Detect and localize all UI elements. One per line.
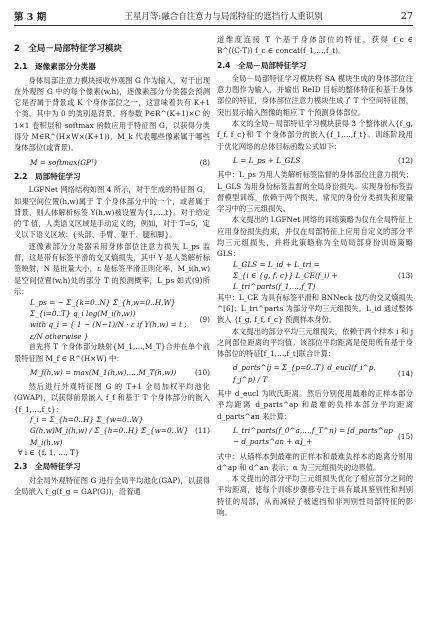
paragraph: 式中：从锚样本到最难的正样本和最难负样本的距离分别用 d^ap 和 d^an 表示；α 为三元组损失的边界值。 — [217, 451, 413, 472]
paragraph: 全局－局部特征学习模块将 SA 模块生成的身体部位注意力图作为输入，并输出 ReID 目标的整体特征和基于身体部位的特征，身体部位注意力模块生成了 T 个空间特征图，突出显示输入图像的相应 T 个预测身体部位。 — [217, 73, 413, 117]
paragraph: 本文的全局－局部特征学习模块获得 3 个整体嵌入{f_g, f_f, f_c}和 T 个身体部分的嵌入{f_1,…,f_t}。训练阶段用于优化网络的总体目标函数公式如下： — [217, 119, 413, 151]
equation-11 — [14, 415, 210, 447]
running-title: 王星月等:融合自注意力与局部特征的遮挡行人重识别 — [124, 12, 323, 22]
equation-body: f_i = Σ_{h=0..H} Σ_{w=0..W} G(h,w)M_i(h,w) / Σ_{h=0..H} Σ_{w=0..W} M_i(h,w) — [30, 415, 189, 447]
equation-body: L_tri^parts(f_0^a,…,f_T^n) = [d_parts^ap − d_parts^an + α]_+ — [233, 425, 393, 447]
equation-number: (11) — [195, 426, 210, 436]
equation-number: (13) — [398, 270, 413, 280]
equation-number: (9) — [199, 314, 210, 324]
equation-8 — [14, 157, 210, 168]
paragraph: 本文提出的部分平均三元组损失，依赖于两个样本 i 和 j 之间部位距离的平均值。该部位平均距离是使用所有基于身体部位的特征[f_1,…,f_t]联合计算： — [217, 326, 413, 359]
equation-line: L_ps = − Σ_{k=0..N} Σ_{h,w=0..H,W} Σ_{i=0..T} q_i log(M_i(h,w)) — [30, 297, 176, 318]
paragraph: 其中：L_ps 为用人类解析标签监督的身体部位注意力损失；L_GLS 为用身份标签监督的全局身份损失。实现身份标签监督模型训练，依赖于两个损失，常见的身份分类损失和度量学习中的三元组损失。 — [217, 170, 413, 214]
subsection-2-2-title: 2.2 局部特征学习 — [14, 171, 81, 181]
equation-body: d_parts^ij = Σ_{p=0..T} d_eucl(f_i^p, f_j^p) / T — [233, 363, 376, 384]
left-column — [14, 34, 210, 497]
running-header — [14, 8, 413, 24]
equation-15 — [217, 425, 413, 448]
equation-13 — [217, 259, 413, 292]
section-title: 2 全局－局部特征学习模块 — [14, 44, 122, 54]
equation-condition: ∀ i ∈ {f, 1, …, T} — [18, 448, 80, 458]
equation-line: with q_i = { 1 − (N−1)/N · ε if Y(h,w) = t ; ε/N otherwise } — [30, 320, 187, 341]
equation-body: M_f(h,w) = max(M_1(h,w),…,M_T(h,w)) — [30, 367, 177, 377]
equation-14 — [217, 362, 413, 385]
paragraph: 其中 d_eucl 为欧氏距离。然后分别使用最难的正样本部分平均距离 d_parts^ap 和最难的负样本部分平均距离 d_parts^an 来计算： — [217, 389, 413, 421]
equation-line: L_GLS = L_id + L_tri = — [233, 259, 320, 269]
subsection-2-1-title: 2.1 逐像素部分分类器 — [14, 62, 96, 72]
header-rule — [14, 25, 413, 26]
paragraph: 本文提出的 LGFNet 网络的训练策略为仅在全局特征上应用身份损失约束，并仅在局部特征上应用自定义的部分平均三元组损失，并将此策略称为全局局部身份训练策略 GLS： — [217, 215, 413, 259]
equation-number: (14) — [398, 369, 413, 379]
subsection-2-3-title: 2.3 全局特征学习 — [14, 462, 81, 472]
paragraph: 首先将 T 个身体部分映射{M_1,…,M_T}合并在单个前景特征图 M_f ∈ R^(H×W) 中： — [14, 342, 210, 363]
equation-number: (12) — [398, 155, 413, 165]
equation-9 — [14, 297, 210, 341]
equation-number: (15) — [398, 431, 413, 441]
paragraph: 对全局外观特征图 G 进行全局平均池化(GAP)，以获得全局嵌入 f_g(f_g = GAP(G))，沿着通 — [14, 475, 210, 496]
page-number: 27 — [400, 10, 413, 22]
subsection-2-4-title: 2.4 全局－局部特征学习 — [217, 60, 307, 70]
paragraph: 道维度连接 T 个基于身体部位的特征，获得 f_c ∈ R^((C·T)) f_c ∈ concat(f_1,…,f_t)。 — [217, 35, 413, 56]
paragraph: 逐像素部分分类器采用身体部位注意力损失 L_ps 监督，这是带有标签平滑的交叉熵损失，其中 Y 是人类解析标签映射，N 是批量大小，ε 是标签平滑正则化率，M_i(h,w)是空间位置(w,h)处的部分 T 的预测概率，L_ps 如式(9)所示： — [14, 241, 210, 296]
equation-10 — [14, 367, 210, 378]
equation-number: (8) — [199, 157, 210, 167]
equation-number: (10) — [195, 367, 210, 377]
paragraph: LGFNet 网络结构如图 4 所示，对于生成的特征图 G，如果空间位置(h,w)属于 T 个身体部分中的一个，或者属于背景，则人体解析标签 Y(h,w)被设置为{1,…,t}。对于给定的 T 值，人类语义区域是手动定义的，例如，对于 T=5，定义以下语义区域：{头部、手臂、躯干、腿和脚}。 — [14, 185, 210, 240]
paragraph: 其中：L_CE 为具有标签平滑和 BNNeck 技巧的交叉熵损失^[6]；L_tri^parts 为部分平均三元组损失。L_id 通过整体嵌入 {f_g, f_f, f_c} 预测样本身份。 — [217, 292, 413, 325]
paragraph: 身体局部注意力模块接收外观图 G 作为输入，对于出现在外观图 G 中的每个像素(w,h)，逐像素部分分类器会预测它是否属于背景或 K 个身体部位之一，这意味着共有 K+1 个类，其中为 0 的类别是背景。将参数 P∈R^(K+1)×C 的 1×1 卷积层和 softmax 函数应用于特征图 G，以获得分类得分 M∈R^(H×W×(K+1))，M_k 代表哪些像素属于哪些身体部位(或背景)。 — [14, 75, 210, 153]
equation-12 — [217, 155, 413, 166]
paragraph: 本文提出的部分平均三元组损失优化了相应部分之间的平均距离，使每个训练步骤都专注于具有最具鉴别性和判别特征的局部，从而减轻了被遮挡和非判别性局部特征的影响。 — [217, 474, 413, 517]
paragraph: 然后进行外观特征图 G 的 T+1 全局加权平均池化(GWAP)，以获得前景嵌入 f_f 和基于 T 个身体部分的嵌入{f_1,…,f_t}： — [14, 382, 210, 414]
issue-label: 第 3 期 — [14, 12, 47, 23]
equation-body: M = softmax(GPᵀ) — [30, 157, 97, 167]
right-column — [217, 34, 413, 518]
equation-body: L = L_ps + L_GLS — [233, 155, 301, 165]
equation-line: Σ_{i ∈ {g, f, c}} L_CE(f_i) + L_tri^parts(f_1,…,f_T) — [233, 271, 338, 292]
